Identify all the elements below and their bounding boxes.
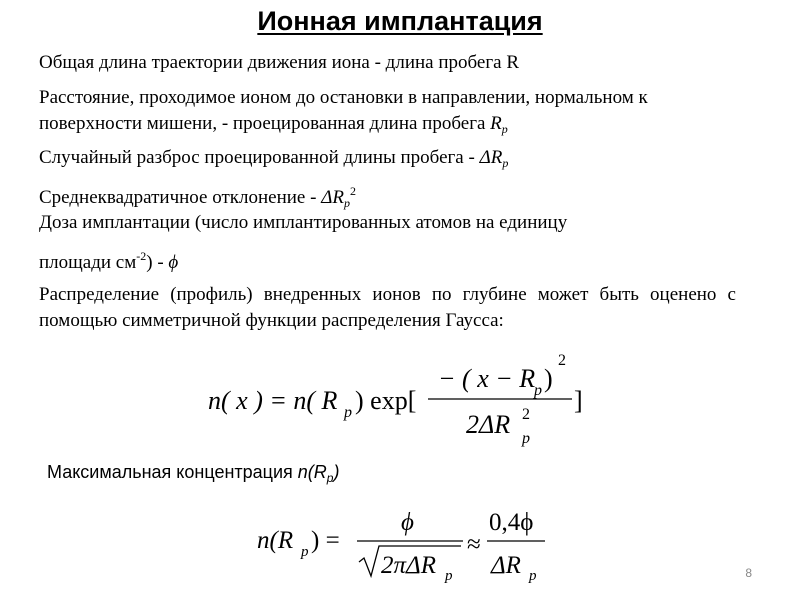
formula-numerator-phi: ϕ [401, 509, 414, 536]
formula-denominator: 2ΔR [466, 410, 511, 439]
text-line-range-spread [39, 147, 508, 174]
subscript: p [326, 471, 334, 485]
max-concentration-label [47, 462, 339, 485]
symbol-phi: ϕ [168, 252, 179, 273]
formula-numerator: − ( x − R [438, 364, 536, 393]
text-span: ) - [146, 252, 169, 273]
text-paragraph-distribution: Распределение (профиль) внедренных ионов по глубине может быть оцененo с помощью симметричной функции распределения Гаусса: [39, 284, 736, 331]
text-line-dose-2 [39, 245, 178, 274]
text-span: Случайный разброс проецированной длины пробега - [39, 147, 480, 168]
text-span: Доза имплантации (число имплантированных атомов на единицу [39, 212, 568, 233]
symbol-rp: R [490, 113, 502, 134]
text-line-projected-range-1 [39, 87, 648, 109]
formula-subscript: p [301, 544, 309, 560]
formula-close-bracket: ] [574, 386, 583, 415]
formula-exp: ) exp[ [355, 386, 417, 415]
formula-denominator-subscript: p [445, 568, 453, 584]
text-span: Общая длина траектории движения иона - длина пробега R [39, 52, 520, 73]
formula-denominator: 2πΔR [381, 552, 436, 579]
approx-sign: ≈ [467, 531, 481, 558]
symbol-n-rp: n(R [297, 462, 327, 482]
symbol-delta-rp: ΔR [321, 187, 344, 208]
formula-denominator-superscript: 2 [522, 406, 530, 423]
formula-lhs: n(R [257, 527, 294, 554]
formula-subscript: p [344, 404, 352, 421]
symbol-delta-rp: ΔR [479, 147, 503, 168]
text-span: Расстояние, проходимое ионом до остановки в направлении, нормальном к [39, 87, 648, 108]
text-span: Среднеквадратичное отклонение - [39, 187, 322, 208]
formula-numerator-close: ) [544, 364, 553, 393]
text-span: ) [333, 462, 340, 482]
text-span: площади см [39, 252, 137, 273]
text-line-std-deviation [39, 180, 356, 214]
max-concentration-formula [255, 500, 555, 590]
formula-lhs: n( x ) = n( R [208, 386, 338, 415]
superscript: 2 [349, 184, 356, 198]
gaussian-formula [200, 345, 600, 455]
text-line-dose-1 [39, 212, 567, 234]
formula-lhs-close: ) = [311, 527, 340, 554]
formula-denominator-subscript: p [522, 430, 530, 447]
formula-denominator-2: ΔR [491, 552, 521, 579]
subscript: p [501, 122, 508, 136]
subscript: p [343, 196, 350, 210]
subscript: p [502, 156, 509, 170]
text-line-path-length [39, 52, 519, 74]
text-span: поверхности мишени, - проецированная длина пробега [39, 113, 491, 134]
formula-numerator-superscript: 2 [558, 352, 566, 369]
formula-denominator-2-subscript: p [529, 568, 537, 584]
slide-title: Ионная имплантация [257, 6, 543, 36]
superscript: -2 [136, 249, 147, 263]
text-line-projected-range-2 [39, 113, 508, 140]
page-number: 8 [745, 566, 752, 580]
text-span: Максимальная концентрация [47, 462, 298, 482]
formula-numerator-2: 0,4ϕ [489, 509, 534, 536]
formula-numerator-subscript: p [534, 382, 542, 399]
